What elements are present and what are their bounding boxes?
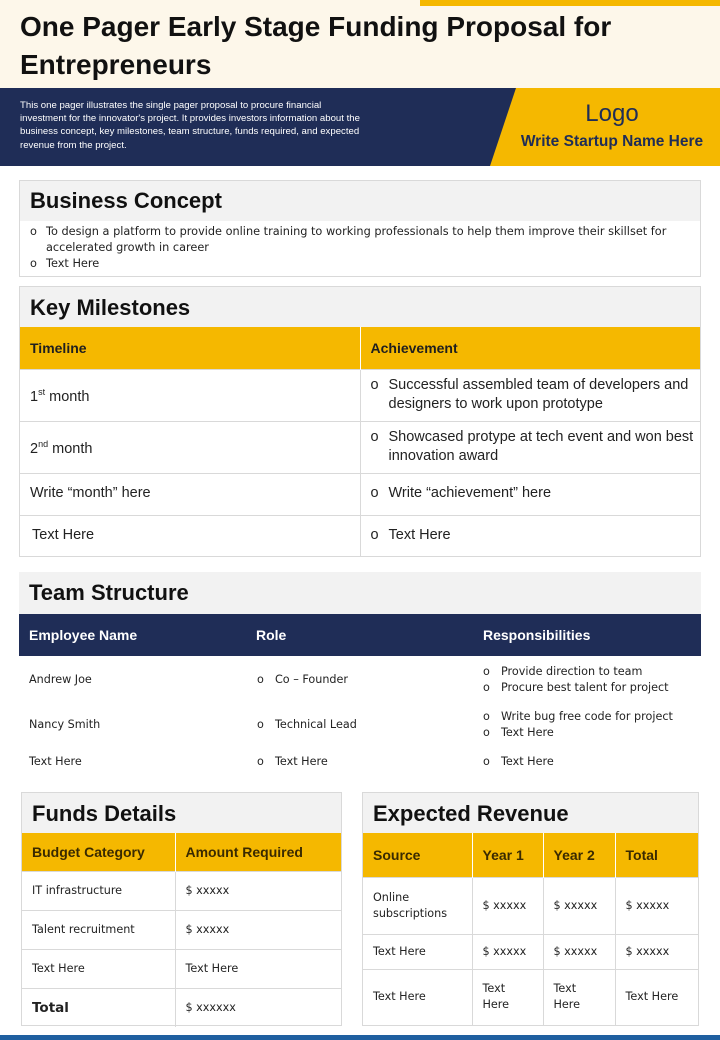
expected-revenue-heading: Expected Revenue (363, 793, 698, 833)
footer-stripe (0, 1035, 720, 1040)
table-row: Text Here $ xxxxx $ xxxxx $ xxxxx (363, 934, 698, 969)
bullet-icon: o (370, 428, 379, 445)
table-row: Text Here Text Here Text Here Text Here (363, 969, 698, 1025)
achievement-cell: o Successful assembled team of developers and designers to work upon prototype (360, 369, 700, 421)
column-header-amount-required: Amount Required (175, 833, 341, 871)
team-structure-section (19, 572, 701, 786)
column-header-source: Source (363, 833, 472, 877)
expected-revenue-section (362, 792, 699, 1026)
page-description: This one pager illustrates the single pager proposal to procure financial investment for the innovator's project. It provides investors information about the business concept, key milestones, team structure, funds required, and expected revenue from the project. (20, 100, 360, 151)
key-milestones-section (19, 286, 701, 557)
bullet-icon: o (370, 485, 379, 502)
achievement-cell: o Text Here (360, 515, 700, 556)
table-row (20, 515, 700, 556)
list-item: o Text Here (30, 256, 100, 270)
role-cell: o Technical Lead (257, 718, 357, 731)
timeline-cell: 1st month (20, 369, 360, 421)
business-concept-heading: Business Concept (20, 181, 700, 221)
timeline-cell: Text Here (20, 515, 360, 556)
employee-name-cell: Nancy Smith (29, 718, 101, 731)
bullet-icon: o (30, 225, 37, 238)
role-cell: o Co – Founder (257, 673, 349, 686)
role-cell: o Text Here (257, 755, 328, 768)
responsibilities-cell: o Text Here (483, 755, 554, 768)
timeline-cell: Write “month” here (20, 473, 360, 515)
total-row: Total $ xxxxxx (22, 988, 341, 1027)
table-row: IT infrastructure $ xxxxx (22, 871, 341, 910)
column-header-year-1: Year 1 (472, 833, 543, 877)
logo-placeholder: Logo (585, 100, 639, 127)
revenue-table (363, 833, 698, 1025)
funds-details-section (21, 792, 342, 1026)
milestones-table (20, 327, 700, 556)
funds-details-heading: Funds Details (22, 793, 341, 833)
table-row (20, 473, 700, 515)
column-header-role: Role (256, 627, 287, 643)
responsibilities-cell: o Provide direction to team o Procure best talent for project (483, 665, 669, 694)
column-header-achievement: Achievement (360, 327, 700, 369)
achievement-cell: o Write “achievement” here (360, 473, 700, 515)
column-header-year-2: Year 2 (543, 833, 615, 877)
table-row: Text Here Text Here (22, 949, 341, 988)
timeline-cell: 2nd month (20, 421, 360, 473)
table-row: Online subscriptions $ xxxxx $ xxxxx $ xxxxx (363, 877, 698, 934)
column-header-responsibilities: Responsibilities (483, 627, 591, 643)
key-milestones-heading: Key Milestones (20, 287, 700, 327)
table-row: Talent recruitment $ xxxxx (22, 910, 341, 949)
table-row (20, 421, 700, 473)
header-accent-stripe (420, 0, 720, 6)
column-header-budget-category: Budget Category (22, 833, 175, 871)
bullet-icon: o (370, 527, 379, 543)
column-header-employee-name: Employee Name (29, 627, 138, 643)
column-header-timeline: Timeline (20, 327, 360, 369)
achievement-cell: o Showcased protype at tech event and won best innovation award (360, 421, 700, 473)
business-concept-list (20, 221, 700, 271)
team-structure-heading: Team Structure (19, 572, 701, 614)
business-concept-section (19, 180, 701, 277)
responsibilities-cell: o Write bug free code for project o Text Here (483, 710, 673, 739)
table-row (20, 369, 700, 421)
funds-table (22, 833, 341, 1027)
column-header-total: Total (615, 833, 698, 877)
startup-name: Write Startup Name Here (520, 133, 704, 150)
team-table-header (19, 614, 701, 656)
employee-name-cell: Andrew Joe (29, 673, 92, 686)
bullet-icon: o (30, 256, 37, 270)
employee-name-cell: Text Here (29, 755, 82, 768)
page-title: One Pager Early Stage Funding Proposal for Entrepreneurs (20, 11, 612, 80)
list-item: o To design a platform to provide online training to working professionals to help them improve their skillset for accelerated growth in career (30, 225, 667, 254)
bullet-icon: o (370, 376, 379, 393)
